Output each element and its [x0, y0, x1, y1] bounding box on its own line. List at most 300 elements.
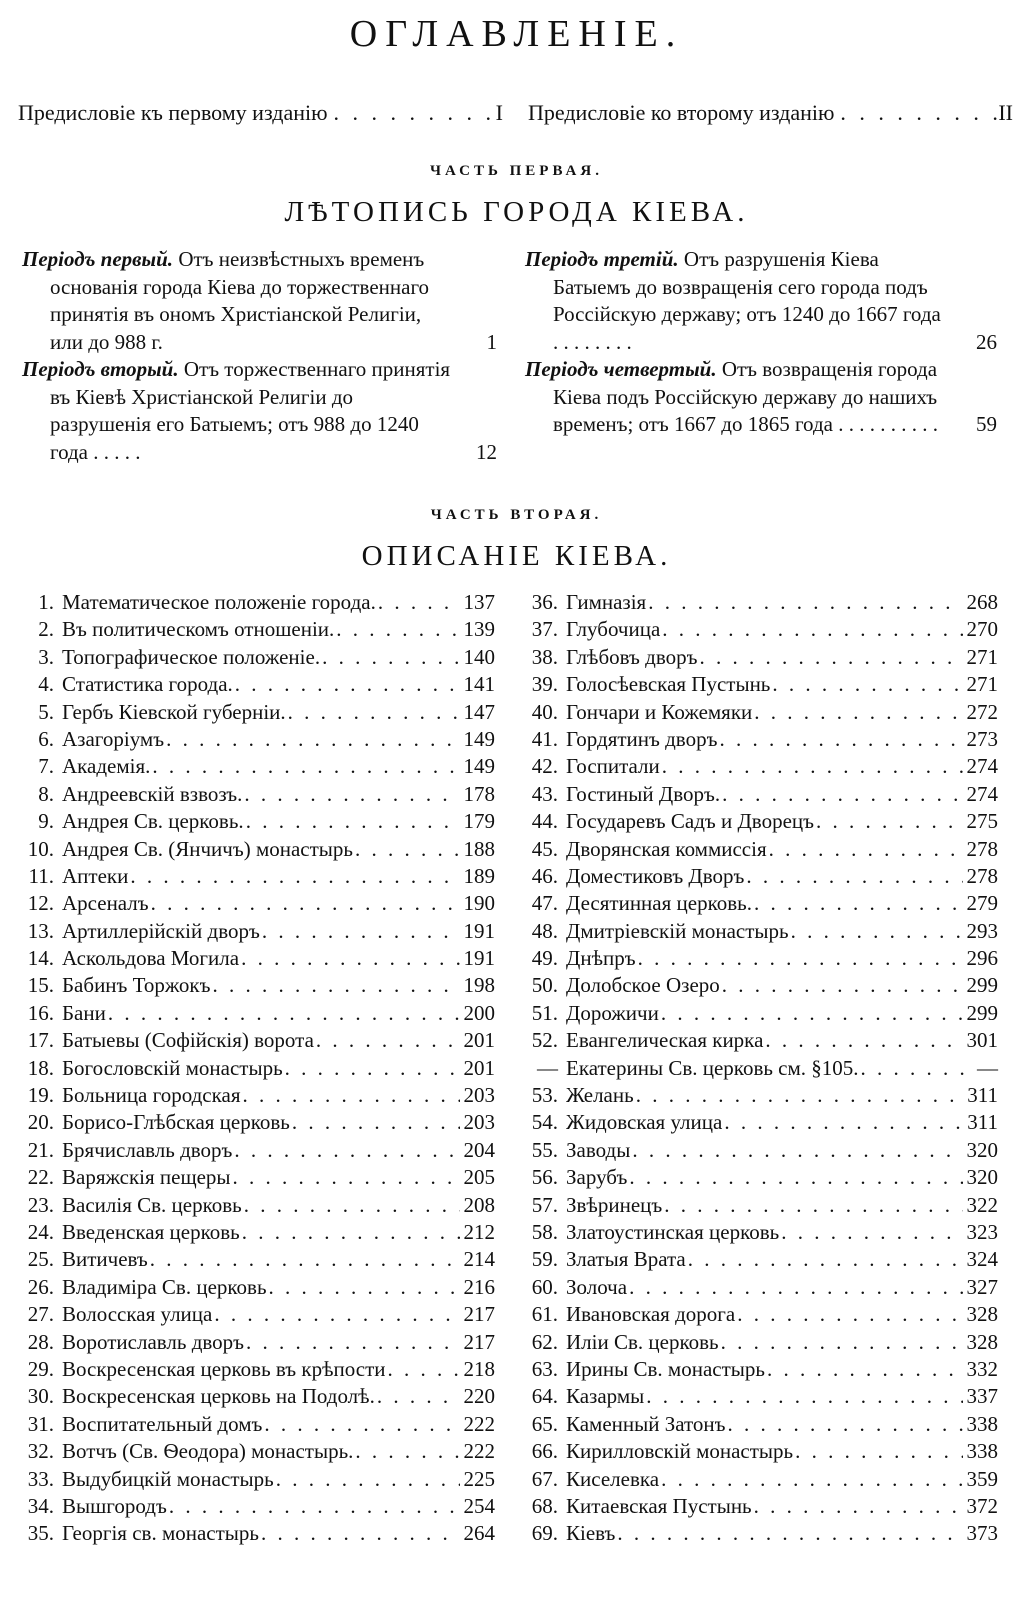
- toc-entry[interactable]: [512, 1357, 998, 1384]
- entry-page: 225: [463, 1466, 495, 1491]
- entry-page: 198: [463, 973, 495, 998]
- entry-number: 61.: [531, 1302, 558, 1327]
- period-entry[interactable]: [525, 246, 997, 356]
- entry-number: 63.: [531, 1356, 558, 1381]
- leader-dots: [148, 1247, 460, 1272]
- entry-title: Днѣпръ: [566, 946, 636, 971]
- entry-title: Голосѣевская Пустынь: [566, 672, 771, 697]
- entry-page: 179: [463, 809, 495, 834]
- period-page: 12: [476, 439, 497, 464]
- toc-entry[interactable]: [512, 617, 998, 644]
- entry-page: 320: [966, 1165, 998, 1190]
- entry-page: 332: [966, 1356, 998, 1381]
- toc-entry[interactable]: [512, 1056, 998, 1083]
- entry-number: 6.: [38, 726, 54, 751]
- entry-page: 372: [966, 1493, 998, 1518]
- preface-second-edition[interactable]: [528, 100, 1013, 126]
- toc-entry[interactable]: [8, 1439, 495, 1466]
- period-description: Отъ разрушенія Кіева Батыемъ до возвращенія сего города подъ Россійскую державу; отъ 1240 до 1667 года . . . . . . . .: [553, 247, 941, 354]
- entry-page: 149: [463, 754, 495, 779]
- entry-number: 11.: [28, 863, 54, 888]
- entry-title: Китаевская Пустынь: [566, 1493, 752, 1518]
- leader-dots: [242, 1193, 460, 1218]
- toc-entry[interactable]: [8, 1384, 495, 1411]
- toc-entry[interactable]: [512, 590, 998, 617]
- entry-title: Аптеки: [62, 863, 129, 888]
- entry-number: 25.: [27, 1247, 54, 1272]
- entry-page: 140: [463, 644, 495, 669]
- entry-title: Доместиковъ Дворъ: [566, 863, 745, 888]
- toc-entry[interactable]: [512, 1083, 998, 1110]
- leader-dots: [720, 782, 962, 807]
- entry-number: 13.: [27, 918, 54, 943]
- toc-entry[interactable]: [512, 809, 998, 836]
- entry-title: Брячиславль дворъ: [62, 1137, 233, 1162]
- entry-number: 28.: [27, 1329, 54, 1354]
- entry-page: 373: [966, 1521, 998, 1546]
- entry-title: Гостиный Дворъ.: [566, 781, 721, 806]
- leader-dots: [106, 1001, 460, 1026]
- leader-dots: [752, 891, 963, 916]
- entry-page: 337: [966, 1384, 998, 1409]
- entry-title: Глубочица: [566, 617, 661, 642]
- entry-number: 31.: [27, 1411, 54, 1436]
- entry-title: Воспитательный домъ: [62, 1411, 263, 1436]
- part-two-label: ЧАСТЬ ВТОРАЯ.: [430, 507, 603, 523]
- period-heading: Періодъ первый.: [22, 247, 174, 271]
- leader-dots: [375, 1384, 460, 1409]
- toc-entry[interactable]: [8, 700, 495, 727]
- entry-number: 24.: [27, 1219, 54, 1244]
- leader-dots: [627, 1165, 962, 1190]
- entry-title: Академія.: [62, 754, 151, 779]
- toc-entry[interactable]: [512, 946, 998, 973]
- leader-dots: [240, 1220, 460, 1245]
- toc-entry[interactable]: [512, 1494, 998, 1521]
- toc-entry[interactable]: [512, 754, 998, 781]
- leader-dots: [659, 1467, 962, 1492]
- toc-entry[interactable]: [512, 1165, 998, 1192]
- entry-number: 22.: [27, 1165, 54, 1190]
- leader-dots: [210, 973, 459, 998]
- entry-number: 49.: [531, 946, 558, 971]
- leader-dots: [834, 100, 998, 126]
- entry-title: Азагоріумъ: [62, 726, 165, 751]
- entry-page: 205: [463, 1165, 495, 1190]
- entry-page: 139: [463, 617, 495, 642]
- periods-left-column: [22, 246, 497, 466]
- toc-entry[interactable]: [8, 864, 495, 891]
- toc-entry[interactable]: [8, 1412, 495, 1439]
- toc-entry[interactable]: [512, 1001, 998, 1028]
- period-entry[interactable]: [22, 246, 497, 356]
- leader-dots: [376, 590, 460, 615]
- toc-entry[interactable]: [512, 837, 998, 864]
- entry-page: 338: [966, 1439, 998, 1464]
- toc-entry[interactable]: [512, 1467, 998, 1494]
- entry-number: 21.: [27, 1137, 54, 1162]
- toc-entry[interactable]: [8, 672, 495, 699]
- entry-title: Звѣринецъ: [566, 1192, 663, 1217]
- entry-page: 327: [966, 1274, 998, 1299]
- entry-title: Иліи Св. церковь: [566, 1329, 719, 1354]
- entry-title: Варяжскія пещеры: [62, 1165, 231, 1190]
- toc-entry[interactable]: [8, 973, 495, 1000]
- toc-entry[interactable]: [512, 1521, 998, 1548]
- entry-number: 14.: [27, 946, 54, 971]
- leader-dots: [260, 919, 460, 944]
- leader-dots: [634, 1083, 964, 1108]
- entry-title: Георгія св. монастырь: [62, 1521, 259, 1546]
- leader-dots: [722, 1110, 963, 1135]
- entry-title: Андреевскій взвозъ.: [62, 781, 243, 806]
- entry-title: Аскольдова Могила: [62, 946, 240, 971]
- toc-entry[interactable]: [512, 1384, 998, 1411]
- leader-dots: [627, 1275, 962, 1300]
- entry-title: Гончари и Кожемяки: [566, 699, 753, 724]
- period-entry[interactable]: [22, 356, 497, 466]
- toc-entry[interactable]: [8, 1056, 495, 1083]
- entry-title: Золоча: [566, 1274, 628, 1299]
- period-description: Отъ возвращенія города Кіева подъ Россійскую державу до нашихъ временъ; отъ 1667 до 1865 года . . . . . . . . . .: [553, 357, 938, 436]
- leader-dots: [767, 837, 963, 862]
- part-one-title: ЛѢТОПИСЬ ГОРОДА КІЕВА.: [284, 196, 749, 228]
- entry-title: Заводы: [566, 1137, 631, 1162]
- toc-entry[interactable]: [8, 590, 495, 617]
- leader-dots: [233, 672, 460, 697]
- entry-number: 35.: [27, 1521, 54, 1546]
- leader-dots: [259, 1521, 460, 1546]
- entry-page: 178: [463, 781, 495, 806]
- entry-page: 222: [463, 1411, 495, 1436]
- leader-dots: [274, 1467, 460, 1492]
- toc-entry[interactable]: [8, 645, 495, 672]
- toc-entry[interactable]: [8, 1494, 495, 1521]
- toc-entry[interactable]: [8, 1193, 495, 1220]
- toc-entry[interactable]: [8, 1083, 495, 1110]
- entry-page: 141: [463, 672, 495, 697]
- entry-page: 149: [463, 726, 495, 751]
- leader-dots: [150, 754, 459, 779]
- entry-number: 8.: [38, 781, 54, 806]
- entry-title: Златыя Врата: [566, 1247, 686, 1272]
- leader-dots: [283, 1056, 460, 1081]
- entry-page: 268: [966, 590, 998, 614]
- entry-title: Вотчъ (Св. Ѳеодора) монастырь.: [62, 1439, 354, 1464]
- entry-number: 67.: [531, 1466, 558, 1491]
- toc-entry[interactable]: [8, 1302, 495, 1329]
- toc-entry[interactable]: [8, 1330, 495, 1357]
- toc-entry[interactable]: [512, 782, 998, 809]
- entry-page: 324: [966, 1247, 998, 1272]
- leader-dots: [334, 617, 459, 642]
- period-entry[interactable]: [525, 356, 997, 439]
- entry-title: Зарубъ: [566, 1165, 628, 1190]
- entry-page: 212: [463, 1219, 495, 1244]
- period-page: 59: [976, 412, 997, 436]
- toc-entry[interactable]: [512, 1302, 998, 1329]
- leader-dots: [646, 590, 962, 615]
- entry-title: Желань: [566, 1083, 634, 1108]
- toc-entry[interactable]: [8, 891, 495, 918]
- entry-page: 220: [463, 1384, 495, 1409]
- toc-entry[interactable]: [512, 1275, 998, 1302]
- entry-number: 18.: [27, 1055, 54, 1080]
- entry-number: 1.: [38, 590, 54, 614]
- entry-page: 275: [966, 809, 998, 834]
- entry-title: Кіевъ: [566, 1521, 616, 1546]
- toc-entry[interactable]: [8, 837, 495, 864]
- period-text: [525, 246, 997, 356]
- toc-entry[interactable]: [8, 1110, 495, 1137]
- entry-number: 33.: [27, 1466, 54, 1491]
- toc-entry[interactable]: [8, 919, 495, 946]
- toc-entry[interactable]: [512, 1220, 998, 1247]
- entry-number: 19.: [27, 1083, 54, 1108]
- entry-number: 59.: [531, 1247, 558, 1272]
- entry-title: Воротиславль дворъ: [62, 1329, 245, 1354]
- leader-dots: [167, 1494, 460, 1519]
- leader-dots: [164, 727, 459, 752]
- leader-dots: [242, 782, 459, 807]
- toc-entry[interactable]: [512, 864, 998, 891]
- entry-number: 56.: [531, 1165, 558, 1190]
- toc-entry[interactable]: [8, 809, 495, 836]
- entry-number: 3.: [38, 644, 54, 669]
- entry-title: Гербъ Кіевской губерніи.: [62, 699, 286, 724]
- entry-title: Владиміра Св. церковь: [62, 1274, 267, 1299]
- entry-page: 217: [463, 1302, 495, 1327]
- entry-title: Екатерины Св. церковь см. §105.: [566, 1055, 859, 1080]
- entry-number: 66.: [531, 1439, 558, 1464]
- leader-dots: [244, 809, 460, 834]
- entry-title: Златоустинская церковь: [566, 1219, 780, 1244]
- entry-number: 20.: [27, 1110, 54, 1135]
- entry-page: 203: [463, 1083, 495, 1108]
- leader-dots: [262, 1412, 459, 1437]
- leader-dots: [660, 754, 963, 779]
- entry-number: 10.: [27, 836, 54, 861]
- leader-dots: [386, 1357, 460, 1382]
- leader-dots: [662, 1193, 962, 1218]
- entry-page: 328: [966, 1329, 998, 1354]
- toc-entry[interactable]: [512, 1193, 998, 1220]
- leader-dots: [290, 1110, 460, 1135]
- toc-entry[interactable]: [512, 1028, 998, 1055]
- entry-title: Выдубицкій монастырь: [62, 1466, 274, 1491]
- leader-dots: [814, 809, 963, 834]
- entry-number: 26.: [27, 1274, 54, 1299]
- entry-title: Вышгородъ: [62, 1493, 167, 1518]
- toc-entry[interactable]: [8, 1467, 495, 1494]
- entry-title: Глѣбовъ дворъ: [566, 644, 698, 669]
- leader-dots: [744, 864, 962, 889]
- entry-number: 45.: [531, 836, 558, 861]
- entry-title: Бабинъ Торжокъ: [62, 973, 211, 998]
- toc-entry[interactable]: [8, 946, 495, 973]
- entry-page: 293: [966, 918, 998, 943]
- entry-number: 64.: [531, 1384, 558, 1409]
- entry-title: Долобское Озеро: [566, 973, 720, 998]
- toc-entry[interactable]: [8, 1275, 495, 1302]
- toc-entry[interactable]: [512, 700, 998, 727]
- entry-title: Государевъ Садъ и Дворецъ: [566, 809, 814, 834]
- entry-number: 48.: [531, 918, 558, 943]
- entry-title: Жидовская улица: [566, 1110, 723, 1135]
- toc-entry[interactable]: [512, 1412, 998, 1439]
- entry-page: 311: [967, 1110, 998, 1135]
- entry-title: Воскресенская церковь на Подолѣ.: [62, 1384, 375, 1409]
- entry-page: 200: [463, 1000, 495, 1025]
- toc-entry[interactable]: [8, 1165, 495, 1192]
- leader-dots: [770, 672, 962, 697]
- entry-number: 23.: [27, 1192, 54, 1217]
- entry-page: 359: [966, 1466, 998, 1491]
- entry-page: 189: [463, 863, 495, 888]
- toc-entry[interactable]: [8, 1521, 495, 1548]
- toc-entry[interactable]: [512, 1439, 998, 1466]
- period-page: 26: [976, 329, 997, 354]
- preface-label: Предисловіе къ первому изданію: [18, 100, 328, 125]
- toc-left-column: [8, 590, 495, 1549]
- period-page: 1: [486, 329, 497, 354]
- toc-entry[interactable]: [512, 1138, 998, 1165]
- entry-number: 40.: [531, 699, 558, 724]
- entry-number: 15.: [27, 973, 54, 998]
- leader-dots: [719, 1330, 963, 1355]
- period-description: Отъ неизвѣстныхъ временъ основанія города Кіева до торжественнаго принятія въ ономъ Христіанской Религіи, или до 988 г.: [50, 247, 430, 354]
- toc-entry[interactable]: [512, 672, 998, 699]
- entry-number: 51.: [531, 1000, 558, 1025]
- toc-entry[interactable]: [512, 891, 998, 918]
- periods-right-column: [525, 246, 997, 439]
- entry-title: Математическое положеніе города.: [62, 590, 376, 614]
- leader-dots: [752, 1494, 963, 1519]
- leader-dots: [239, 946, 459, 971]
- toc-entry[interactable]: [8, 727, 495, 754]
- leader-dots: [212, 1302, 459, 1327]
- entry-page: 272: [966, 699, 998, 724]
- entry-title: Статистика города.: [62, 672, 233, 697]
- entry-page: 214: [463, 1247, 495, 1272]
- entry-page: 271: [966, 672, 998, 697]
- entry-title: Батыевы (Софійскія) ворота: [62, 1028, 314, 1053]
- entry-number: 27.: [27, 1302, 54, 1327]
- toc-entry[interactable]: [8, 1247, 495, 1274]
- entry-number: 29.: [27, 1356, 54, 1381]
- entry-number: 50.: [531, 973, 558, 998]
- page-title: ОГЛАВЛЕНІЕ.: [349, 13, 684, 55]
- toc-entry[interactable]: [8, 782, 495, 809]
- toc-entry[interactable]: [8, 1028, 495, 1055]
- leader-dots: [128, 864, 459, 889]
- entry-page: 278: [966, 863, 998, 888]
- leader-dots: [320, 645, 459, 670]
- leader-dots: [763, 1028, 962, 1053]
- entry-title: Воскресенская церковь въ крѣпости: [62, 1356, 386, 1381]
- entry-number: 46.: [531, 863, 558, 888]
- entry-number: 47.: [531, 891, 558, 916]
- toc-entry[interactable]: [512, 645, 998, 672]
- entry-number: 30.: [27, 1384, 54, 1409]
- leader-dots: [353, 837, 460, 862]
- toc-entry[interactable]: [8, 1001, 495, 1028]
- leader-dots: [636, 946, 963, 971]
- entry-number: 36.: [531, 590, 558, 614]
- entry-number: 42.: [531, 754, 558, 779]
- toc-entry[interactable]: [8, 754, 495, 781]
- entry-number: 53.: [531, 1083, 558, 1108]
- toc-entry[interactable]: [8, 1357, 495, 1384]
- entry-number: 52.: [531, 1028, 558, 1053]
- entry-page: 274: [966, 754, 998, 779]
- entry-page: 201: [463, 1028, 495, 1053]
- entry-title: Въ политическомъ отношеніи.: [62, 617, 335, 642]
- part-two-title: ОПИСАНІЕ КІЕВА.: [361, 540, 672, 572]
- period-text: [22, 356, 497, 466]
- leader-dots: [720, 973, 963, 998]
- leader-dots: [726, 1412, 963, 1437]
- entry-title: Топографическое положеніе.: [62, 644, 321, 669]
- period-heading: Періодъ третій.: [525, 247, 679, 271]
- entry-page: 299: [966, 1000, 998, 1025]
- entry-page: 216: [463, 1274, 495, 1299]
- entry-title: Гордятинъ дворъ: [566, 726, 718, 751]
- entry-page: 188: [463, 836, 495, 861]
- entry-page: 328: [966, 1302, 998, 1327]
- leader-dots: [314, 1028, 460, 1053]
- entry-number: —: [537, 1055, 558, 1080]
- entry-title: Госпитали: [566, 754, 660, 779]
- entry-number: 65.: [531, 1411, 558, 1436]
- entry-page: 323: [966, 1219, 998, 1244]
- entry-page: 271: [966, 644, 998, 669]
- entry-number: 39.: [531, 672, 558, 697]
- leader-dots: [660, 617, 962, 642]
- period-heading: Періодъ вторый.: [22, 357, 179, 381]
- entry-number: 12.: [27, 891, 54, 916]
- entry-title: Ирины Св. монастырь: [566, 1356, 765, 1381]
- leader-dots: [286, 700, 460, 725]
- entry-page: 218: [463, 1356, 495, 1381]
- entry-page: 191: [463, 946, 495, 971]
- toc-entry[interactable]: [512, 1247, 998, 1274]
- leader-dots: [789, 919, 963, 944]
- toc-entry[interactable]: [8, 1220, 495, 1247]
- preface-page: I: [495, 100, 503, 125]
- entry-page: 190: [463, 891, 495, 916]
- entry-title: Арсеналъ: [62, 891, 149, 916]
- toc-entry[interactable]: [512, 727, 998, 754]
- toc-entry[interactable]: [512, 973, 998, 1000]
- entry-page: 217: [463, 1329, 495, 1354]
- toc-right-column: [512, 590, 998, 1549]
- toc-entry[interactable]: [512, 919, 998, 946]
- leader-dots: [793, 1439, 962, 1464]
- toc-entry[interactable]: [512, 1330, 998, 1357]
- entry-page: 301: [966, 1028, 998, 1053]
- toc-entry[interactable]: [8, 617, 495, 644]
- toc-entry[interactable]: [512, 1110, 998, 1137]
- entry-title: Евангелическая кирка: [566, 1028, 764, 1053]
- preface-first-edition[interactable]: [18, 100, 503, 126]
- entry-page: 320: [966, 1137, 998, 1162]
- leader-dots: [697, 645, 962, 670]
- leader-dots: [735, 1302, 962, 1327]
- entry-page: 204: [463, 1137, 495, 1162]
- leader-dots: [644, 1384, 962, 1409]
- toc-entry[interactable]: [8, 1138, 495, 1165]
